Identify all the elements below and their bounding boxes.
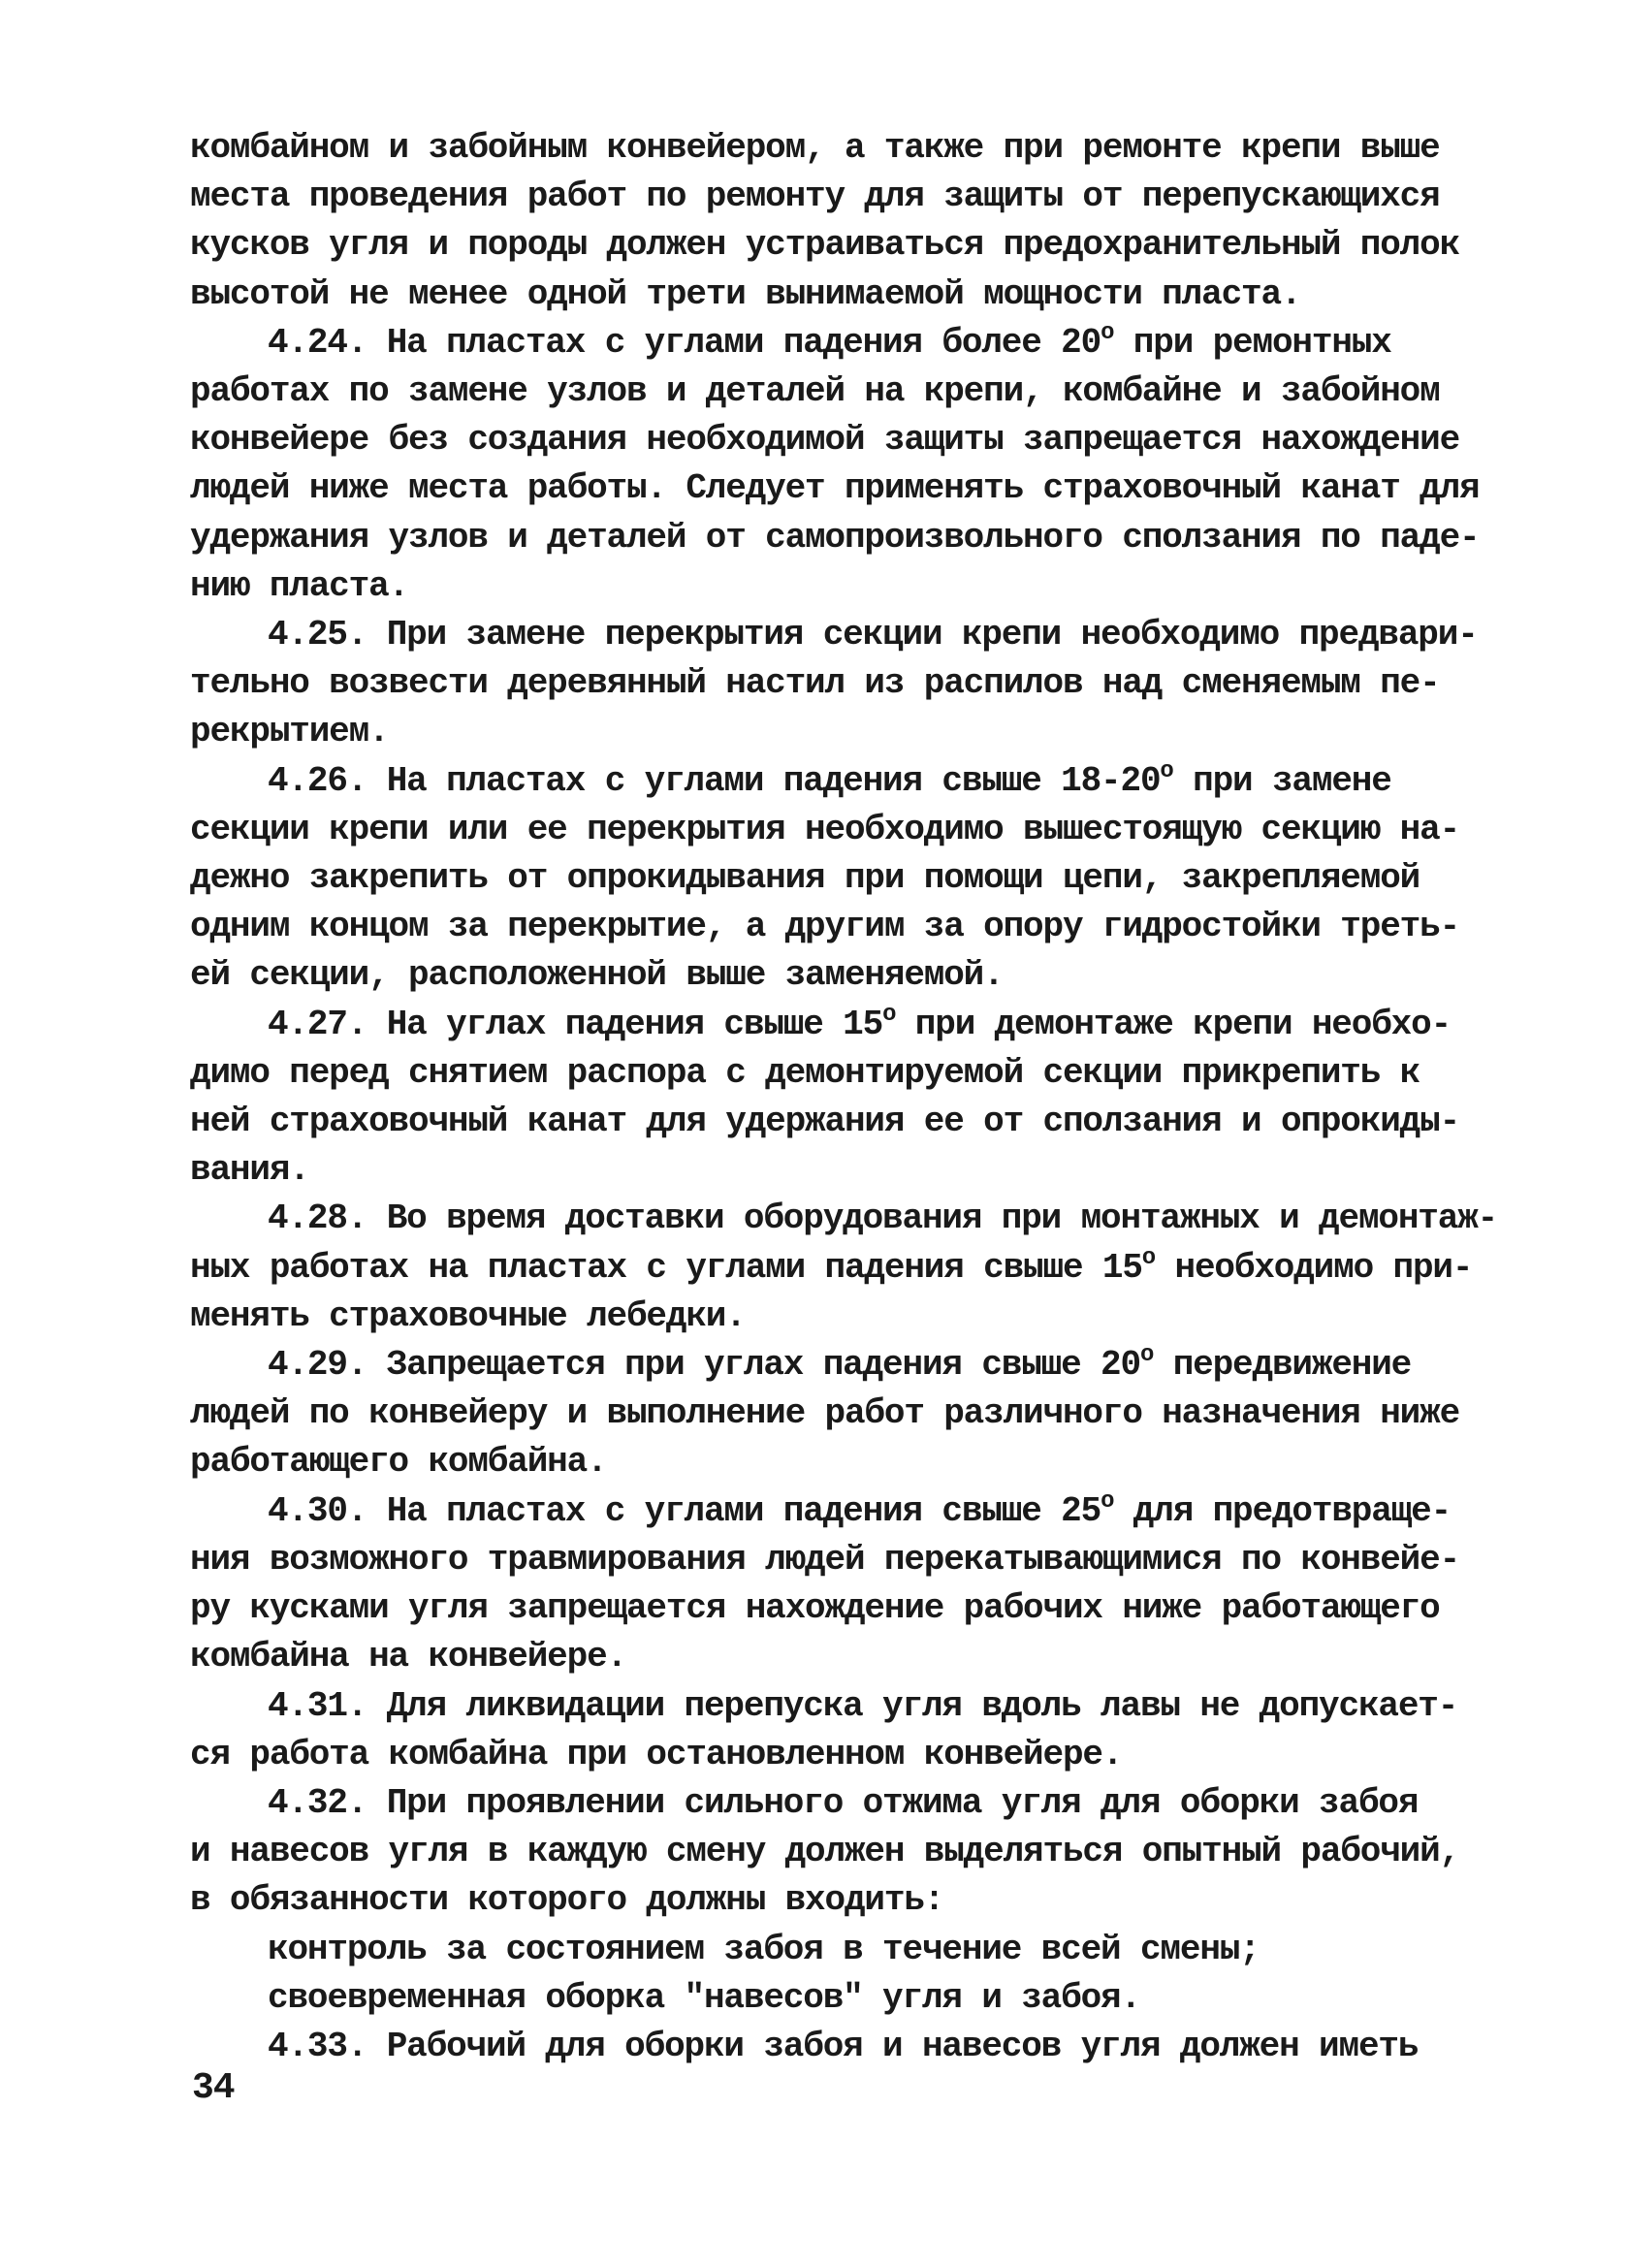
text-line: высотой не менее одной трети вынимаемой мощности пласта. [190, 273, 1301, 314]
text-line: вания. [190, 1150, 309, 1191]
text-line: дежно закрепить от опрокидывания при помощи цепи, закрепляемой [190, 858, 1420, 899]
text-line: удержания узлов и деталей от самопроизвольного сползания по паде- [190, 517, 1480, 558]
text-line: ней страховочный канат для удержания ее от сползания и опрокиды- [190, 1102, 1460, 1142]
paragraph-4-26-line [190, 757, 1499, 806]
text-segment: 4.27. На углах падения свыше 15 [268, 1004, 883, 1044]
degree-superscript: о [1141, 1244, 1156, 1271]
text-segment: при ремонтных [1113, 322, 1391, 363]
text-segment: для предотвраще- [1113, 1490, 1452, 1531]
degree-superscript: о [882, 1001, 896, 1028]
text-line: менять страховочные лебедки. [190, 1295, 746, 1336]
text-line: комбайном и забойным конвейером, а также при ремонте крепи выше [190, 128, 1440, 168]
text-segment: 4.24. На пластах с углами падения более 20 [268, 322, 1101, 363]
text-line: ей секции, расположенной выше заменяемой. [190, 955, 1004, 996]
text-line [190, 1244, 1499, 1293]
degree-superscript: о [1139, 1342, 1154, 1369]
paragraph-4-29-line [190, 1341, 1499, 1390]
paragraph-4-32-line: 4.32. При проявлении сильного отжима угля для оборки забоя [268, 1782, 1419, 1823]
text-line: кусков угля и породы должен устраиваться предохранительный полок [190, 225, 1460, 266]
degree-superscript: о [1101, 1487, 1114, 1515]
degree-superscript: о [1160, 757, 1173, 784]
page-number: 34 [192, 2067, 235, 2109]
text-line: работающего комбайна. [190, 1442, 607, 1483]
text-line: комбайна на конвейере. [190, 1637, 626, 1677]
text-segment: 4.26. На пластах с углами падения свыше 18-20 [268, 760, 1161, 801]
text-line: в обязанности которого должны входить: [190, 1880, 944, 1921]
text-segment: 4.29. Запрещается при углах падения свыше 20 [268, 1345, 1140, 1386]
text-line: нию пласта. [190, 565, 408, 606]
paragraph-4-33-line: 4.33. Рабочий для оборки забоя и навесов угля должен иметь [268, 2026, 1419, 2066]
text-line: конвейере без создания необходимой защиты запрещается нахождение [190, 420, 1460, 461]
text-line: димо перед снятием распора с демонтируемой секции прикрепить к [190, 1052, 1420, 1093]
text-line: работах по замене узлов и деталей на крепи, комбайне и забойном [190, 371, 1440, 412]
text-segment: передвижение [1153, 1345, 1412, 1386]
body-text [190, 124, 1499, 2071]
text-segment: необходимо при- [1155, 1247, 1473, 1288]
text-line: ся работа комбайна при остановленном конвейере. [190, 1734, 1123, 1774]
text-line: одним концом за перекрытие, а другим за опору гидростойки треть- [190, 907, 1460, 947]
list-item: контроль за состоянием забоя в течение всей смены; [268, 1929, 1260, 1969]
text-line: места проведения работ по ремонту для защиты от перепускающихся [190, 176, 1440, 217]
paragraph-4-28-line: 4.28. Во время доставки оборудования при монтажных и демонтаж- [268, 1198, 1498, 1239]
paragraph-4-24-line [190, 319, 1499, 367]
text-line: тельно возвести деревянный настил из распилов над сменяемым пе- [190, 663, 1440, 704]
text-line: ния возможного травмирования людей перекатывающимися по конвейе- [190, 1539, 1460, 1580]
text-segment: ных работах на пластах с углами падения свыше 15 [190, 1247, 1142, 1288]
paragraph-4-25-line: 4.25. При замене перекрытия секции крепи необходимо предвари- [268, 615, 1478, 655]
text-line: секции крепи или ее перекрытия необходимо вышестоящую секцию на- [190, 809, 1460, 849]
text-line: и навесов угля в каждую смену должен выделяться опытный рабочий, [190, 1832, 1460, 1872]
degree-superscript: о [1101, 319, 1114, 346]
text-segment: при демонтаже крепи необхо- [895, 1004, 1452, 1044]
text-line: людей по конвейеру и выполнение работ различного назначения ниже [190, 1393, 1460, 1434]
text-segment: при замене [1172, 760, 1391, 801]
text-line: людей ниже места работы. Следует применять страховочный канат для [190, 468, 1480, 509]
list-item: своевременная оборка "навесов" угля и забоя. [268, 1977, 1140, 2018]
paragraph-4-27-line [190, 1001, 1499, 1049]
text-segment: 4.30. На пластах с углами падения свыше 25 [268, 1490, 1101, 1531]
text-line: рекрытием. [190, 712, 389, 752]
paragraph-4-31-line: 4.31. Для ликвидации перепуска угля вдоль лавы не допускает- [268, 1685, 1458, 1726]
paragraph-4-30-line [190, 1487, 1499, 1536]
text-line: ру кусками угля запрещается нахождение рабочих ниже работающего [190, 1588, 1440, 1629]
